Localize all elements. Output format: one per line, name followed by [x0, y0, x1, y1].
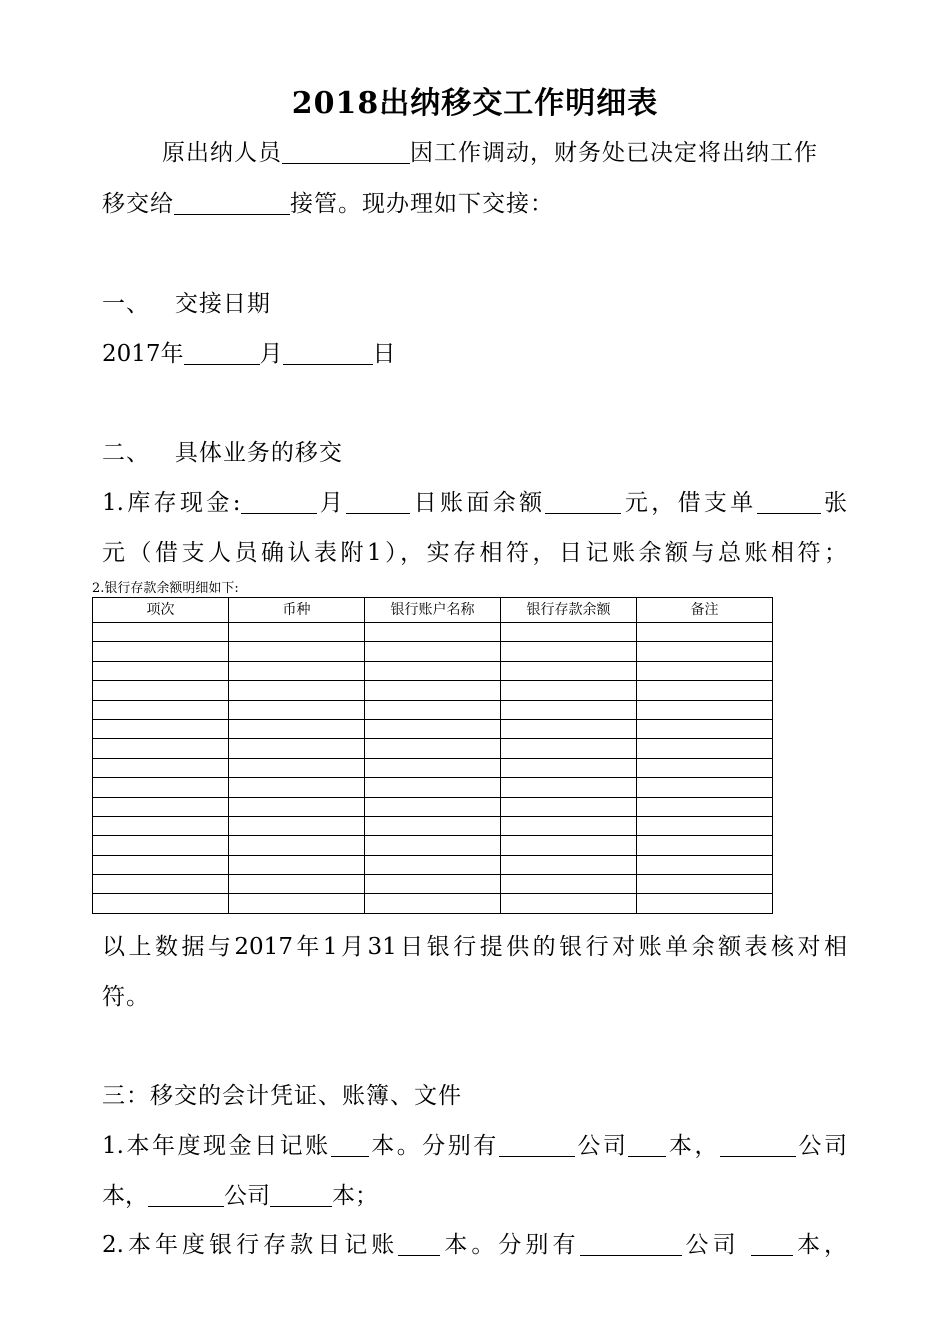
- table-cell[interactable]: [365, 700, 501, 719]
- table-cell[interactable]: [501, 875, 637, 894]
- intro-text: 因工作调动，财务处已决定将出纳工作: [410, 140, 818, 166]
- table-cell[interactable]: [229, 894, 365, 913]
- table-cell[interactable]: [637, 778, 773, 797]
- table-row: [93, 758, 773, 777]
- table-cell[interactable]: [365, 623, 501, 642]
- blank-count-1[interactable]: [628, 1132, 666, 1157]
- table-cell[interactable]: [229, 661, 365, 680]
- table-cell[interactable]: [637, 875, 773, 894]
- table-cell[interactable]: [93, 661, 229, 680]
- table-cell[interactable]: [637, 816, 773, 835]
- table-cell[interactable]: [229, 758, 365, 777]
- table-cell[interactable]: [93, 836, 229, 855]
- table-cell[interactable]: [501, 719, 637, 738]
- table-row: [93, 700, 773, 719]
- table-cell[interactable]: [365, 661, 501, 680]
- table-cell[interactable]: [93, 642, 229, 661]
- table-cell[interactable]: [93, 894, 229, 913]
- blank-month[interactable]: [184, 340, 260, 365]
- blank-company-3[interactable]: [148, 1182, 224, 1207]
- table-cell[interactable]: [93, 739, 229, 758]
- cash-text: 元，借支单: [621, 490, 757, 516]
- intro-text: 移交给: [102, 191, 174, 217]
- table-header-row: [93, 598, 773, 623]
- col-header-balance: 银行存款余额: [501, 598, 637, 623]
- table-cell[interactable]: [365, 875, 501, 894]
- blank-count-3[interactable]: [270, 1182, 332, 1207]
- blank-company-1[interactable]: [499, 1132, 575, 1157]
- table-cell[interactable]: [501, 739, 637, 758]
- cash-text: 张: [820, 490, 848, 516]
- table-cell[interactable]: [229, 875, 365, 894]
- check-line-1: 以上数据与2017年1月31日银行提供的银行对账单余额表核对相: [102, 934, 847, 960]
- col-header-item: 项次: [93, 598, 229, 623]
- table-row: [93, 719, 773, 738]
- intro-text: 接管。现办理如下交接：: [290, 191, 554, 217]
- table-cell[interactable]: [501, 894, 637, 913]
- col-header-currency: 币种: [229, 598, 365, 623]
- table-cell[interactable]: [93, 623, 229, 642]
- table-cell[interactable]: [365, 797, 501, 816]
- table-cell[interactable]: [637, 642, 773, 661]
- docs-text: 本，: [666, 1133, 720, 1159]
- table-cell[interactable]: [637, 855, 773, 874]
- table-cell[interactable]: [637, 758, 773, 777]
- blank-bank-journal-count[interactable]: [398, 1231, 440, 1256]
- table-row: [93, 816, 773, 835]
- table-cell[interactable]: [365, 855, 501, 874]
- docs-text: 本，: [792, 1232, 848, 1258]
- table-cell[interactable]: [637, 700, 773, 719]
- docs-text: 本。分别有: [368, 1133, 499, 1159]
- col-header-remark: 备注: [637, 598, 773, 623]
- col-header-account-name: 银行账户名称: [365, 598, 501, 623]
- table-cell[interactable]: [229, 816, 365, 835]
- table-row: [93, 797, 773, 816]
- table-cell[interactable]: [93, 855, 229, 874]
- table-cell[interactable]: [365, 642, 501, 661]
- table-cell[interactable]: [365, 719, 501, 738]
- document-title: 2018出纳移交工作明细表: [291, 86, 659, 121]
- table-cell[interactable]: [229, 719, 365, 738]
- table-cell[interactable]: [93, 758, 229, 777]
- table-cell[interactable]: [229, 681, 365, 700]
- table-cell[interactable]: [229, 855, 365, 874]
- docs-text: 公司: [224, 1183, 270, 1209]
- table-row: [93, 681, 773, 700]
- table-cell[interactable]: [93, 700, 229, 719]
- table-cell[interactable]: [93, 816, 229, 835]
- table-cell[interactable]: [229, 623, 365, 642]
- docs-text: 公司: [795, 1133, 848, 1159]
- blank-cash-day[interactable]: [346, 489, 410, 514]
- blank-cash-journal-count[interactable]: [331, 1132, 369, 1157]
- cash-line-2: 元（借支人员确认表附1），实存相符，日记账余额与总账相符；: [102, 540, 847, 566]
- table-cell[interactable]: [365, 816, 501, 835]
- table-cell[interactable]: [501, 855, 637, 874]
- blank-cash-balance[interactable]: [545, 489, 621, 514]
- table-cell[interactable]: [229, 836, 365, 855]
- table-cell[interactable]: [365, 778, 501, 797]
- table-cell[interactable]: [501, 758, 637, 777]
- cash-line-1: [102, 484, 847, 517]
- bank-caption: 2.银行存款余额明细如下:: [92, 581, 239, 596]
- docs-text: 本，: [102, 1183, 148, 1209]
- blank-new-cashier[interactable]: [174, 190, 290, 215]
- table-cell[interactable]: [501, 642, 637, 661]
- date-month-label: 月: [259, 341, 283, 367]
- section-3-heading: 三：移交的会计凭证、账簿、文件: [102, 1083, 462, 1109]
- blank-bank-count-1[interactable]: [751, 1231, 793, 1256]
- table-cell[interactable]: [93, 681, 229, 700]
- table-cell[interactable]: [501, 797, 637, 816]
- intro-line-1: [162, 134, 818, 167]
- docs-text: 公司: [574, 1133, 629, 1159]
- table-cell[interactable]: [637, 739, 773, 758]
- table-cell[interactable]: [501, 623, 637, 642]
- table-cell[interactable]: [229, 700, 365, 719]
- table-cell[interactable]: [365, 681, 501, 700]
- intro-line-2: [102, 185, 554, 218]
- table-row: [93, 623, 773, 642]
- table-cell[interactable]: [93, 719, 229, 738]
- table-cell[interactable]: [637, 661, 773, 680]
- blank-original-cashier[interactable]: [282, 139, 410, 164]
- table-row: [93, 739, 773, 758]
- check-line-2: 符。: [102, 984, 150, 1010]
- bank-balance-table: [92, 597, 773, 914]
- table-cell[interactable]: [365, 894, 501, 913]
- table-cell[interactable]: [501, 661, 637, 680]
- blank-bank-company-1[interactable]: [580, 1231, 682, 1256]
- cash-text: 1.库存现金:: [102, 490, 241, 516]
- section-1-heading: 一、 交接日期: [102, 291, 271, 317]
- docs-text: 本；: [332, 1183, 378, 1209]
- docs-line-3: [102, 1226, 847, 1259]
- cash-text: 日账面余额: [410, 490, 546, 516]
- table-cell[interactable]: [93, 797, 229, 816]
- docs-line-2: [102, 1177, 378, 1210]
- table-row: [93, 836, 773, 855]
- handover-date-line: [102, 335, 396, 368]
- intro-text: 原出纳人员: [162, 140, 282, 166]
- date-day-label: 日: [372, 341, 396, 367]
- table-cell[interactable]: [229, 797, 365, 816]
- table-cell[interactable]: [637, 894, 773, 913]
- table-cell[interactable]: [229, 778, 365, 797]
- docs-text: 2.本年度银行存款日记账: [102, 1232, 399, 1258]
- blank-day[interactable]: [283, 340, 373, 365]
- table-cell[interactable]: [229, 642, 365, 661]
- docs-line-1: [102, 1127, 847, 1160]
- table-cell[interactable]: [501, 700, 637, 719]
- table-cell[interactable]: [637, 623, 773, 642]
- blank-company-2[interactable]: [720, 1132, 796, 1157]
- table-cell[interactable]: [637, 681, 773, 700]
- table-cell[interactable]: [365, 836, 501, 855]
- table-cell[interactable]: [501, 836, 637, 855]
- docs-text: 公司: [681, 1232, 751, 1258]
- cash-text: 月: [316, 490, 347, 516]
- table-row: [93, 642, 773, 661]
- table-cell[interactable]: [93, 778, 229, 797]
- table-cell[interactable]: [501, 778, 637, 797]
- table-cell[interactable]: [365, 739, 501, 758]
- table-row: [93, 875, 773, 894]
- docs-text: 1.本年度现金日记账: [102, 1133, 331, 1159]
- table-cell[interactable]: [637, 719, 773, 738]
- table-cell[interactable]: [637, 836, 773, 855]
- table-cell[interactable]: [229, 739, 365, 758]
- blank-cash-month[interactable]: [241, 489, 317, 514]
- table-row: [93, 855, 773, 874]
- docs-text: 本。分别有: [440, 1232, 580, 1258]
- section-2-heading: 二、 具体业务的移交: [102, 440, 343, 466]
- table-cell[interactable]: [501, 816, 637, 835]
- table-row: [93, 894, 773, 913]
- blank-loan-slips[interactable]: [757, 489, 821, 514]
- table-cell[interactable]: [501, 681, 637, 700]
- table-cell[interactable]: [93, 875, 229, 894]
- table-cell[interactable]: [365, 758, 501, 777]
- table-row: [93, 661, 773, 680]
- table-row: [93, 778, 773, 797]
- table-cell[interactable]: [637, 797, 773, 816]
- date-year: 2017年: [102, 341, 184, 367]
